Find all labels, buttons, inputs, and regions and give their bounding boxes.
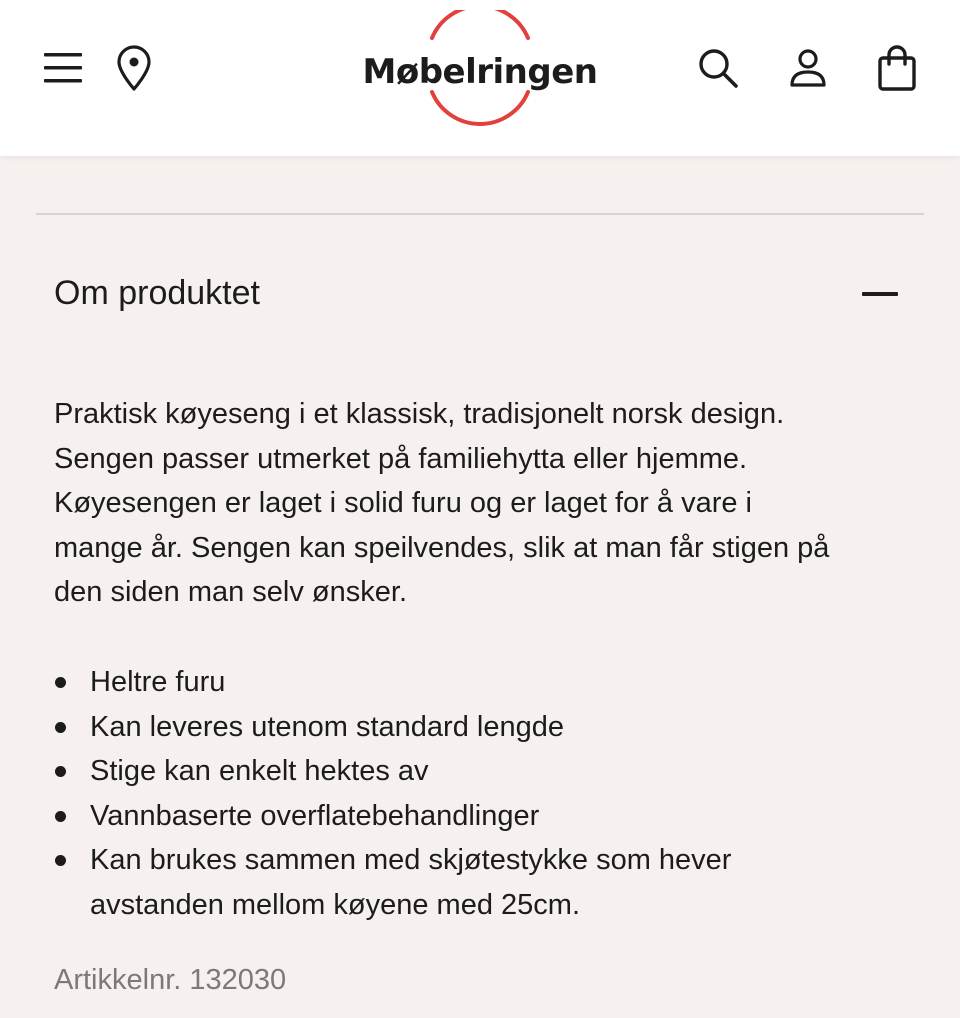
- feature-item: Heltre furu: [54, 660, 814, 705]
- feature-item: Kan brukes sammen med skjøtestykke som hever avstanden mellom køyene med 25cm.: [54, 838, 814, 927]
- shopping-bag-icon: [876, 44, 918, 92]
- bullet-icon: [55, 811, 66, 822]
- feature-item: Kan leveres utenom standard lengde: [54, 705, 814, 750]
- product-description: Praktisk køyeseng i et klassisk, tradisjonelt norsk design. Sengen passer utmerket på familiehytta eller hjemme. Køyesengen er laget i solid furu og er laget for å vare i mange år. Sengen kan speilvendes, slik at man får stigen på den siden man selv ønsker.: [54, 398, 830, 609]
- logo-text: Møbelringen: [362, 52, 598, 92]
- bullet-icon: [55, 855, 66, 866]
- user-icon: [787, 47, 829, 89]
- article-number: Artikkelnr. 132030: [54, 964, 287, 996]
- feature-item: Stige kan enkelt hektes av: [54, 749, 814, 794]
- accordion-title: Om produktet: [54, 274, 260, 312]
- feature-list: [54, 660, 814, 928]
- menu-button[interactable]: [38, 46, 88, 90]
- product-info-accordion-toggle[interactable]: [36, 250, 924, 340]
- bullet-icon: [55, 766, 66, 777]
- search-button[interactable]: [692, 42, 744, 94]
- minus-icon: [862, 292, 898, 296]
- store-locator-button[interactable]: [110, 42, 158, 94]
- cart-button[interactable]: [870, 40, 924, 96]
- site-logo[interactable]: [360, 10, 600, 126]
- site-header: [0, 0, 960, 156]
- bullet-icon: [55, 722, 66, 733]
- hamburger-menu-icon: [41, 48, 85, 88]
- bullet-icon: [55, 677, 66, 688]
- search-icon: [695, 45, 741, 91]
- section-divider: [36, 213, 924, 215]
- feature-item: Vannbaserte overflatebehandlinger: [54, 794, 814, 839]
- account-button[interactable]: [782, 42, 834, 94]
- map-pin-icon: [114, 44, 154, 92]
